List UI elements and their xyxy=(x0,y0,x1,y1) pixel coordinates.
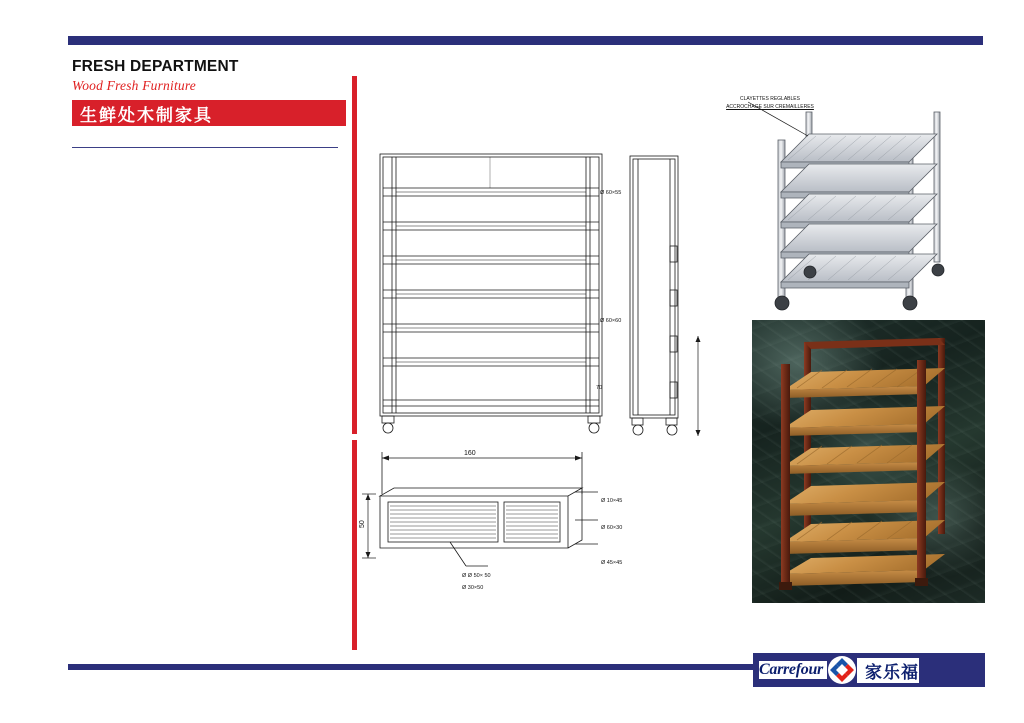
carrefour-wordmark: Carrefour xyxy=(759,661,827,679)
plan-view-drawing xyxy=(370,448,630,598)
dim-depth-mid: Ø 60×60 xyxy=(600,318,622,324)
page-subtitle: Wood Fresh Furniture xyxy=(72,78,196,93)
header-block xyxy=(72,58,352,126)
product-photo xyxy=(752,320,985,603)
plan-note-5: Ø 30×50 xyxy=(462,585,484,591)
render-callout-line1: CLAYETTES REGLABLES xyxy=(740,96,800,102)
plan-note-1: Ø 10×45 xyxy=(601,498,623,504)
render-callout-line2: ACCROCHAGE SUR CREMAILLERES xyxy=(726,103,814,110)
plan-depth-dimension xyxy=(356,488,378,568)
dim-depth-top: Ø 60×55 xyxy=(600,190,622,196)
page-title: FRESH DEPARTMENT xyxy=(72,58,239,75)
plan-note-2: Ø 60×30 xyxy=(601,525,623,531)
footer-logo xyxy=(753,653,985,687)
dim-height: 70 xyxy=(596,385,603,391)
chinese-title-bar xyxy=(72,100,346,126)
plan-note-4: Ø Ø 50× 50 xyxy=(462,573,491,579)
red-divider-upper xyxy=(352,76,357,434)
chinese-title: 生鲜处木制家具 xyxy=(80,105,213,126)
dim-plan-width: 160 xyxy=(464,450,476,457)
carrefour-logo-icon xyxy=(827,655,857,685)
top-rule xyxy=(68,36,983,45)
isometric-render xyxy=(748,100,988,315)
front-elevation-drawing xyxy=(370,148,630,444)
plan-note-3: Ø 45×45 xyxy=(601,560,623,566)
carrefour-chinese-wordmark: 家乐福 xyxy=(857,658,919,683)
dim-plan-depth: 50 xyxy=(359,520,366,528)
header-underline xyxy=(72,147,338,148)
side-elevation-drawing xyxy=(622,150,712,446)
